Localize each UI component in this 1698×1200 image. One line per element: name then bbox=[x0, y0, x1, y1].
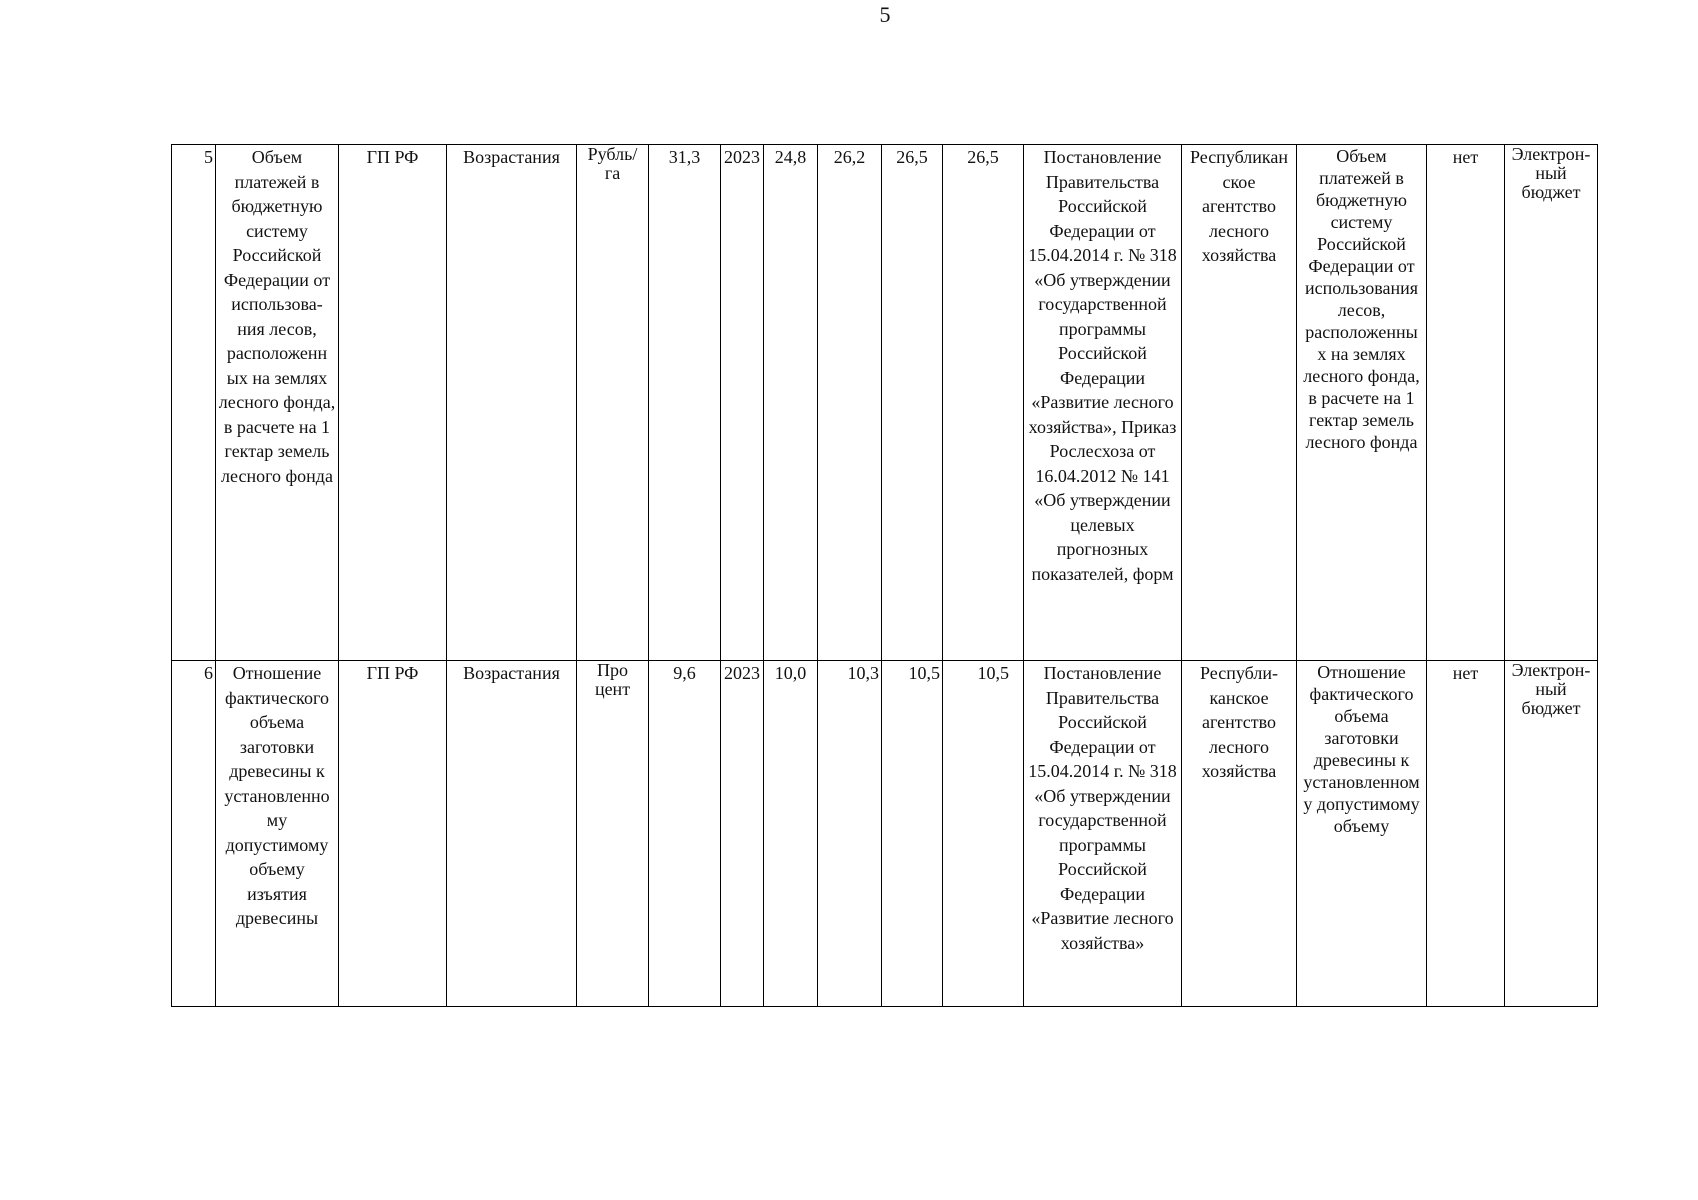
flag-cell: нет bbox=[1427, 145, 1505, 661]
value-cell: 26,2 bbox=[818, 145, 882, 661]
table-row bbox=[172, 661, 1598, 1007]
value-cell: 24,8 bbox=[764, 145, 818, 661]
goal-cell: Отношение фактического объема заготовки древесины к установленном у допустимому объему bbox=[1297, 661, 1427, 1007]
basis-cell: Постановление Правительства Российской Федерации от 15.04.2014 г. № 318 «Об утверждении государственной программы Российской Федерации «Развитие лесного хозяйства» bbox=[1024, 661, 1182, 1007]
base-value-cell: 31,3 bbox=[649, 145, 721, 661]
page-number: 5 bbox=[879, 2, 891, 27]
row-number: 6 bbox=[172, 661, 216, 1007]
flag-cell: нет bbox=[1427, 661, 1505, 1007]
value-cell: 10,5 bbox=[943, 661, 1024, 1007]
table-row bbox=[172, 145, 1598, 661]
row-number: 5 bbox=[172, 145, 216, 661]
indicator-name: Объем платежей в бюджетную систему Российской Федерации от использова-ния лесов, расположенн ых на землях лесного фонда, в расчете на 1 гектар земель лесного фонда bbox=[216, 145, 339, 661]
unit-cell: Про цент bbox=[577, 661, 649, 1007]
value-cell: 10,0 bbox=[764, 661, 818, 1007]
indicator-name: Отношение фактического объема заготовки древесины к установленно му допустимому объему изъятия древесины bbox=[216, 661, 339, 1007]
base-value-cell: 9,6 bbox=[649, 661, 721, 1007]
basis-cell: Постановление Правительства Российской Федерации от 15.04.2014 г. № 318 «Об утверждении государственной программы Российской Федерации «Развитие лесного хозяйства», Приказ Рослесхоза от 16.04.2012 № 141 «Об утверждении целевых прогнозных показателей, форм bbox=[1024, 145, 1182, 661]
value-cell: 26,5 bbox=[882, 145, 943, 661]
year-cell: 2023 bbox=[721, 145, 764, 661]
value-cell: 10,5 bbox=[882, 661, 943, 1007]
source-cell: ГП РФ bbox=[339, 145, 447, 661]
goal-cell: Объем платежей в бюджетную систему Российской Федерации от использования лесов, расположенны х на землях лесного фонда, в расчете на 1 гектар земель лесного фонда bbox=[1297, 145, 1427, 661]
year-cell: 2023 bbox=[721, 661, 764, 1007]
trend-cell: Возрастания bbox=[447, 661, 577, 1007]
responsible-cell: Республи-канское агентство лесного хозяйства bbox=[1182, 661, 1297, 1007]
trend-cell: Возрастания bbox=[447, 145, 577, 661]
source-cell: ГП РФ bbox=[339, 661, 447, 1007]
responsible-cell: Республикан ское агентство лесного хозяйства bbox=[1182, 145, 1297, 661]
info-system-cell: Электрон-ный бюджет bbox=[1505, 145, 1598, 661]
value-cell: 26,5 bbox=[943, 145, 1024, 661]
info-system-cell: Электрон-ный бюджет bbox=[1505, 661, 1598, 1007]
unit-cell: Рубль/ га bbox=[577, 145, 649, 661]
indicators-table bbox=[171, 144, 1598, 1007]
value-cell: 10,3 bbox=[818, 661, 882, 1007]
